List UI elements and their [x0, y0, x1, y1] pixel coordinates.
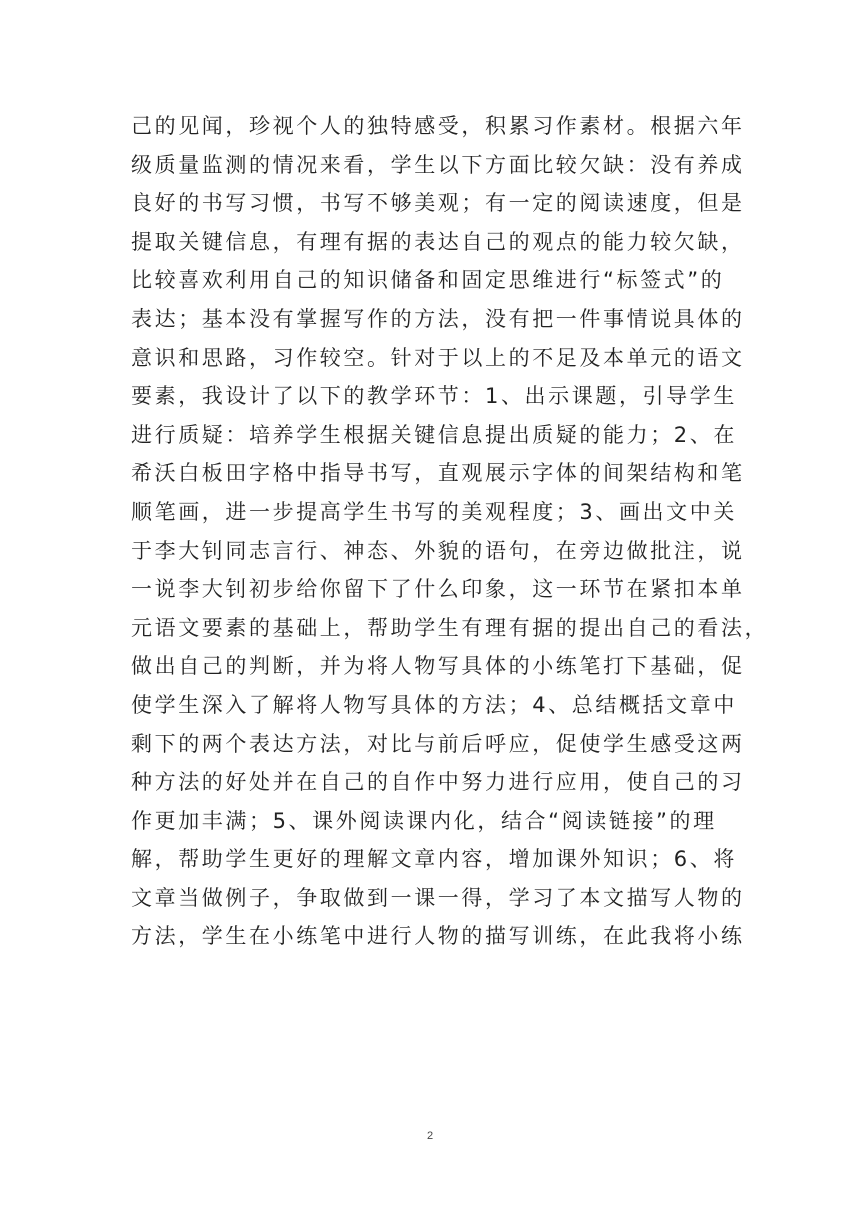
text-line-18: 种方法的好处并在自己的自作中努力进行应用，使自己的习 [131, 770, 745, 795]
text-line-7: 意识和思路，习作较空。针对于以上的不足及本单元的语文 [131, 345, 745, 370]
text-line-12: 于李大钊同志言行、神态、外貌的语句，在旁边做批注，说 [131, 538, 745, 563]
text-line-13: 一说李大钊初步给你留下了什么印象，这一环节在紧扣本单 [131, 577, 745, 602]
text-line-1: 己的见闻，珍视个人的独特感受，积累习作素材。根据六年 [131, 114, 745, 138]
text-line-5: 比较喜欢利用自己的知识储备和固定思维进行“标签式”的 [131, 268, 725, 293]
text-line-17: 剩下的两个表达方法，对比与前后呼应，促使学生感受这两 [131, 731, 745, 756]
text-line-19: 作更加丰满；5、课外阅读课内化，结合“阅读链接”的理 [131, 808, 717, 833]
text-line-20: 解，帮助学生更好的理解文章内容，增加课外知识；6、将 [131, 847, 737, 872]
text-line-4: 提取关键信息，有理有据的表达自己的观点的能力较欠缺， [131, 229, 745, 254]
text-line-22: 方法，学生在小练笔中进行人物的描写训练，在此我将小练 [131, 924, 745, 949]
body-text [131, 107, 769, 956]
text-line-8: 要素，我设计了以下的教学环节：1、出示课题，引导学生 [131, 384, 737, 409]
text-line-21: 文章当做例子，争取做到一课一得，学习了本文描写人物的 [131, 885, 745, 910]
text-line-2: 级质量监测的情况来看，学生以下方面比较欠缺：没有养成 [131, 152, 745, 177]
text-line-9: 进行质疑：培养学生根据关键信息提出质疑的能力；2、在 [131, 422, 737, 447]
page-number: 2 [426, 1130, 434, 1142]
text-line-14: 元语文要素的基础上，帮助学生有理有据的提出自己的看法， [131, 615, 769, 640]
text-line-11: 顺笔画，进一步提高学生书写的美观程度；3、画出文中关 [131, 499, 737, 524]
text-line-15: 做出自己的判断，并为将人物写具体的小练笔打下基础，促 [131, 654, 745, 679]
text-line-3: 良好的书写习惯，书写不够美观；有一定的阅读速度，但是 [131, 191, 745, 216]
text-line-16: 使学生深入了解将人物写具体的方法；4、总结概括文章中 [131, 692, 737, 717]
text-line-10: 希沃白板田字格中指导书写，直观展示字体的间架结构和笔 [131, 461, 745, 486]
text-line-6: 表达；基本没有掌握写作的方法，没有把一件事情说具体的 [131, 306, 745, 331]
